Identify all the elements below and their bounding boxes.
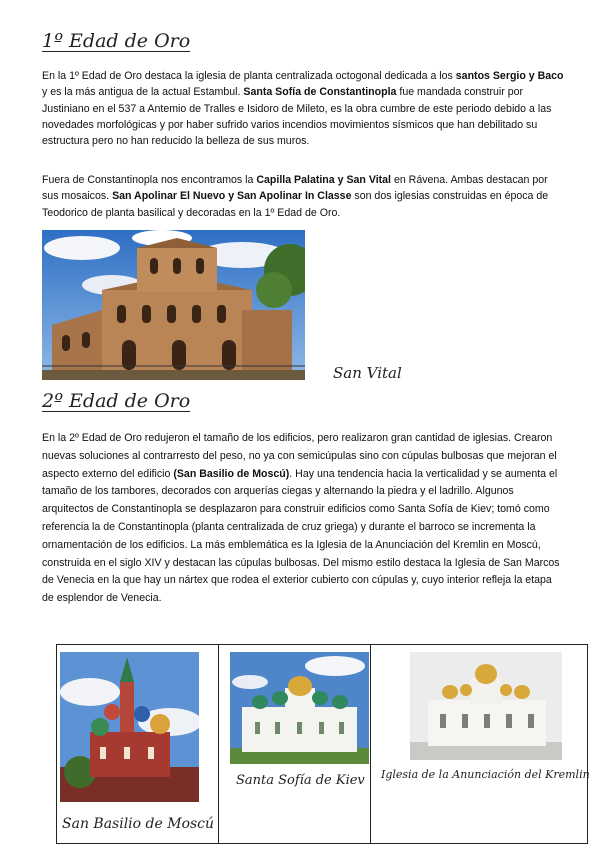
gallery-divider [370,645,371,843]
bold-text: Capilla Palatina y San Vital [256,174,391,186]
section1-heading: 1º Edad de Oro [42,30,191,52]
gallery-divider [218,645,219,843]
santa-sofia-kiev-caption: Santa Sofía de Kiev [236,773,365,788]
text: Fuera de Constantinopla nos encontramos la [42,174,257,186]
section2-heading: 2º Edad de Oro [42,390,191,412]
san-basilio-caption: San Basilio de Moscú [62,816,215,832]
bold-text: (San Basilio de Moscú) [173,467,290,480]
anunciacion-kremlin-photo [410,652,562,760]
san-vital-caption: San Vital [333,364,402,382]
section1-paragraph-2 [42,172,564,221]
anunciacion-kremlin-caption: Iglesia de la Anunciación del Kremlin [381,768,590,781]
text: en Rávena. Ambas destacan por sus mosaicos. [42,174,548,203]
bold-text: San Apolinar El Nuevo y San Apolinar In Classe [112,190,352,203]
text: son dos iglesias construidas en época de Teodorico de planta basilical y decoradas en la 1º Edad de Oro. [42,190,549,219]
text: En la 2º Edad de Oro redujeron el tamaño de los edificios, pero realizaron gran cantidad de iglesias. Crearon nuevas soluciones al contrarresto del peso, no ya con semicúpulas sino con cúpulas bulbosas que mejoran el aspecto externo del edificio [42,432,557,480]
bold-text: Santa Sofía de Constantinopla [243,86,397,99]
bold-text: santos Sergio y Baco [455,70,564,82]
text: En la 1º Edad de Oro destaca la iglesia de planta centralizada octogonal dedicada a los [42,70,456,82]
text: . Hay una tendencia hacia la verticalidad y se aumenta el tamaño de los tambores, decorados con arquerías ciegas y alternando la piedra y el ladrillo. Algunos arquitectos de Constantinopla se desplazaron para construir edificios como Santa Sofía de Kiev; tomó como referencia la de Constantinopla (planta centralizada de cruz griega) y durante el barroco se incrementa la ornamentación de los edificios. La más emblemática es la Iglesia de la Anunciación del Kremlin en Moscú, construida en el siglo XIV y destacan las cúpulas bulbosas. Del mismo estilo destaca la Iglesia de San Marcos de Venecia en la que hay un nártex que rodea el exterior cubierto con cúpulas y, cuyo interior refleja la etapa de esplendor de Venecia. [42,467,560,605]
text: y es la más antigua de la actual Estambul. [42,86,244,99]
santa-sofia-kiev-photo [230,652,369,764]
san-basilio-photo [60,652,199,802]
section2-paragraph-1 [42,430,564,608]
section1-paragraph-1 [42,68,564,149]
text: fue mandada construir por Justiniano en el 537 a Antemio de Tralles e Isidoro de Mileto, es la obra cumbre de este periodo debido a las novedades morfológicas y por haber sufrido varios incendios movimientos sísmicos que han debilitado su estructura pero no han reducido la belleza de sus muros. [42,86,552,148]
san-vital-photo [42,230,305,380]
